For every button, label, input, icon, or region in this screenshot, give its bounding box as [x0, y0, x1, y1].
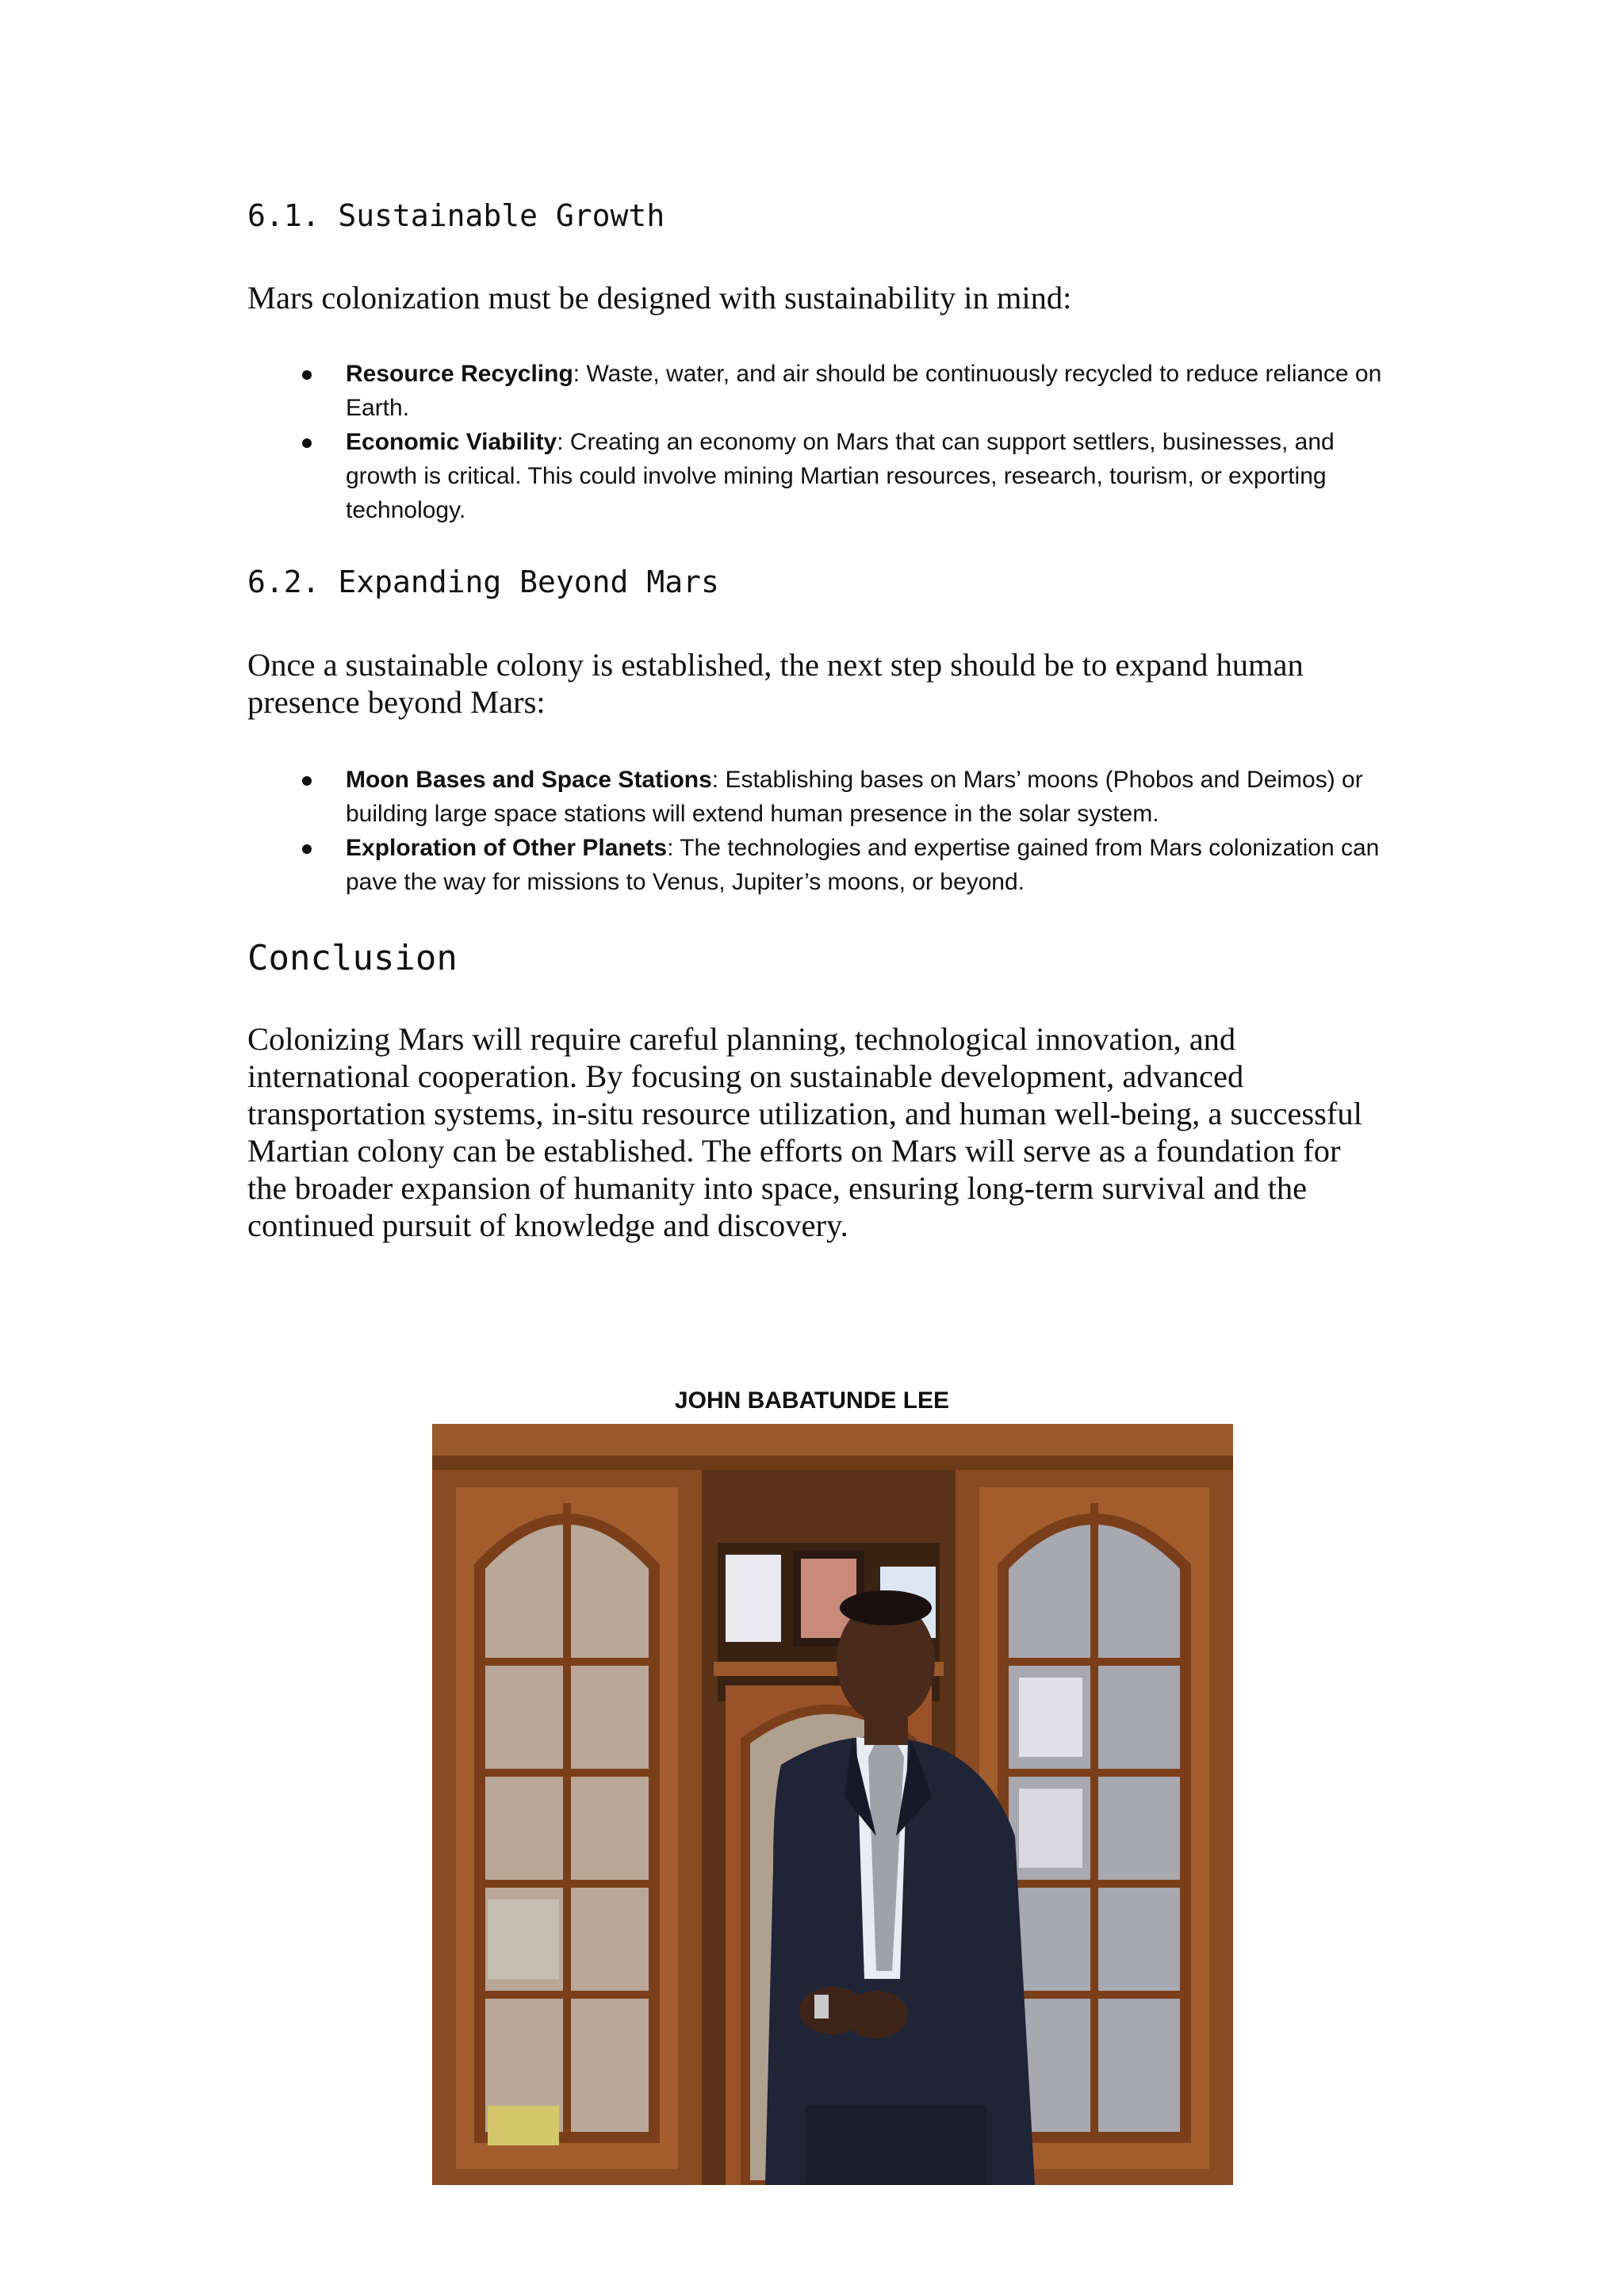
bullet-list-sustainable-growth [346, 357, 1392, 527]
author-name: JOHN BABATUNDE LEE [674, 1387, 950, 1414]
bullet-term: Moon Bases and Space Stations [346, 767, 712, 793]
section-intro-expanding-beyond-mars: Once a sustainable colony is established, the next step should be to expand human presence beyond Mars: [247, 647, 1304, 720]
section-heading-expanding-beyond-mars: 6.2. Expanding Beyond Mars [247, 564, 719, 599]
conclusion-text: Colonizing Mars will require careful planning, technological innovation, and international cooperation. By focusing on sustainable development, advanced transportation systems, in-situ resource utilization, and human well-being, a successful Martian colony can be established. The efforts on Mars will serve as a foundation for the broader expansion of humanity into space, ensuring long-term survival and the continued pursuit of knowledge and discovery. [247, 1021, 1362, 1243]
bullet-term: Economic Viability [346, 429, 557, 455]
list-item [346, 425, 1392, 527]
bullet-text: : Waste, water, and air should be continuously recycled to reduce reliance on Earth. [346, 361, 1382, 421]
section-intro-sustainable-growth: Mars colonization must be designed with sustainability in mind: [247, 280, 1072, 316]
list-item [346, 831, 1392, 899]
bullet-list-expanding-beyond-mars [346, 763, 1392, 899]
bullet-text: : The technologies and expertise gained from Mars colonization can pave the way for missions to Venus, Jupiter’s moons, or beyond. [346, 835, 1380, 895]
bullet-text: : Establishing bases on Mars’ moons (Phobos and Deimos) or building large space stations will extend human presence in the solar system. [346, 767, 1363, 827]
list-item [346, 357, 1392, 425]
bullet-term: Resource Recycling [346, 361, 573, 387]
list-item [346, 763, 1392, 831]
conclusion-heading: Conclusion [247, 938, 458, 978]
bullet-text: : Creating an economy on Mars that can support settlers, businesses, and growth is critical. This could involve mining Martian resources, research, tourism, or exporting technology. [346, 429, 1335, 523]
bullet-term: Exploration of Other Planets [346, 835, 668, 861]
author-photo [432, 1424, 1233, 2185]
section-heading-sustainable-growth: 6.1. Sustainable Growth [247, 198, 665, 233]
